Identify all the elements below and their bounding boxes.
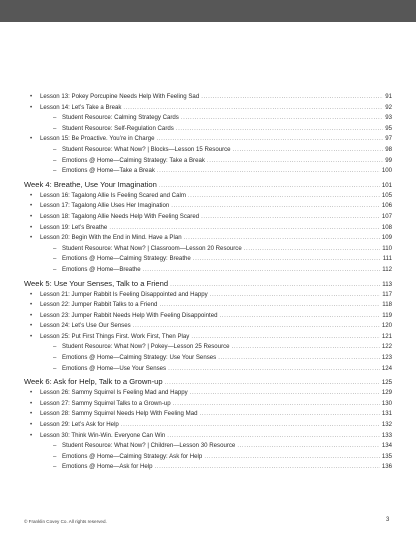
toc-page-number: 129 xyxy=(381,389,392,397)
bullet-marker: • xyxy=(30,135,33,143)
toc-page-number: 112 xyxy=(382,265,392,273)
toc-page-number: 118 xyxy=(382,301,392,309)
toc-entry xyxy=(24,300,392,311)
bullet-marker: • xyxy=(30,301,33,309)
dash-marker: – xyxy=(53,145,57,153)
dot-leader xyxy=(157,166,380,177)
dash-marker: – xyxy=(53,167,57,175)
dot-leader xyxy=(167,431,380,442)
toc-entry xyxy=(24,134,392,145)
dot-leader xyxy=(193,254,381,265)
dot-leader xyxy=(143,265,381,276)
dot-leader xyxy=(176,124,383,135)
toc-page-number: 111 xyxy=(382,255,392,263)
toc-entry xyxy=(24,388,392,399)
dash-marker: – xyxy=(53,244,57,252)
toc-entry-title: Student Resource: What Now? | Children—Lesson 30 Resource xyxy=(62,442,236,450)
bullet-marker: • xyxy=(30,202,33,210)
toc-page-number: 113 xyxy=(382,280,392,288)
toc-entry-title: Lesson 15: Be Proactive. You’re in Charge xyxy=(40,135,155,143)
toc-subentry xyxy=(24,156,392,167)
toc-entry xyxy=(24,431,392,442)
dot-leader xyxy=(181,113,383,124)
toc-subentry xyxy=(24,124,392,135)
toc-entry-title: Lesson 23: Jumper Rabbit Needs Help With Feeling Disappointed xyxy=(40,311,218,319)
dash-marker: – xyxy=(53,156,57,164)
dot-leader xyxy=(190,388,380,399)
bullet-marker: • xyxy=(30,103,33,111)
toc-page-number: 117 xyxy=(382,290,392,298)
toc-entry-title: Lesson 20: Begin With the End in Mind. Have a Plan xyxy=(40,234,182,242)
toc-entry-title: Lesson 18: Tagalong Allie Needs Help With Feeling Scared xyxy=(40,212,200,220)
dot-leader xyxy=(184,233,380,244)
dot-leader xyxy=(188,191,380,202)
toc-page-number: 130 xyxy=(381,399,392,407)
bullet-marker: • xyxy=(30,234,33,242)
dot-leader xyxy=(204,452,380,463)
dot-leader xyxy=(191,332,379,343)
toc-week-title: Week 5: Use Your Senses, Talk to a Friend xyxy=(24,278,169,288)
toc-entry-title: Emotions @ Home—Ask for Help xyxy=(62,463,153,471)
toc-entry xyxy=(24,92,392,103)
toc-page-number: 100 xyxy=(381,167,392,175)
dot-leader xyxy=(121,420,380,431)
toc-page-number: 106 xyxy=(381,202,392,210)
dot-leader xyxy=(232,342,380,353)
dot-leader xyxy=(155,462,380,473)
toc-page-number: 134 xyxy=(381,442,392,450)
dot-leader xyxy=(200,409,380,420)
toc-page-number: 92 xyxy=(385,103,392,111)
toc-entry-title: Lesson 25: Put First Things First. Work First, Then Play xyxy=(40,332,190,340)
bullet-marker: • xyxy=(30,332,33,340)
dash-marker: – xyxy=(53,442,57,450)
toc-subentry xyxy=(24,254,392,265)
toc-entry-title: Emotions @ Home—Use Your Senses xyxy=(62,364,167,372)
toc-page-number: 91 xyxy=(385,93,392,100)
copyright-notice: © Franklin Covey Co. All rights reserved. xyxy=(24,519,107,524)
dash-marker: – xyxy=(53,354,57,362)
toc-subentry xyxy=(24,441,392,452)
toc-page-number: 119 xyxy=(382,311,392,319)
toc-entry-title: Student Resource: Self-Regulation Cards xyxy=(62,124,174,132)
toc-page-number: 125 xyxy=(381,379,392,387)
toc-week-heading xyxy=(24,375,392,388)
dot-leader xyxy=(220,311,381,322)
toc-page-number: 121 xyxy=(381,332,392,340)
toc-page-number: 135 xyxy=(381,452,392,460)
dot-leader xyxy=(168,364,380,375)
toc-entry-title: Lesson 22: Jumper Rabbit Talks to a Friend xyxy=(40,301,158,309)
bullet-marker: • xyxy=(30,223,33,231)
bullet-marker: • xyxy=(30,322,33,330)
dash-marker: – xyxy=(53,343,57,351)
dash-marker: – xyxy=(53,452,57,460)
dot-leader xyxy=(233,145,384,156)
bullet-marker: • xyxy=(30,431,33,439)
toc-entry-title: Emotions @ Home—Calming Strategy: Use Your Senses xyxy=(62,354,217,362)
dot-leader xyxy=(171,201,380,212)
bullet-marker: • xyxy=(30,399,33,407)
toc-page-number: 108 xyxy=(381,223,392,231)
dash-marker: – xyxy=(53,124,57,132)
toc-entry-title: Emotions @ Home—Calming Strategy: Breathe xyxy=(62,255,191,263)
dot-leader xyxy=(123,103,383,114)
toc-page-number: 109 xyxy=(381,234,392,242)
toc-entry xyxy=(24,191,392,202)
toc-entry xyxy=(24,311,392,322)
toc-entry xyxy=(24,290,392,301)
toc-page-number: 122 xyxy=(381,343,392,351)
dot-leader xyxy=(157,134,384,145)
toc-subentry xyxy=(24,452,392,463)
dash-marker: – xyxy=(53,114,57,122)
toc-entry-title: Student Resource: Calming Strategy Cards xyxy=(62,114,179,122)
toc-page-number: 107 xyxy=(381,212,392,220)
dot-leader xyxy=(244,244,381,255)
toc-entry-title: Lesson 28: Sammy Squirrel Needs Help With Feeling Mad xyxy=(40,410,198,418)
dash-marker: – xyxy=(53,265,57,273)
dot-leader xyxy=(159,300,380,311)
toc-subentry xyxy=(24,364,392,375)
toc-page-number: 132 xyxy=(381,421,392,429)
toc-entry xyxy=(24,233,392,244)
toc-entry xyxy=(24,212,392,223)
dot-leader xyxy=(201,92,383,103)
toc-page-number: 98 xyxy=(385,145,392,153)
toc-page-number: 123 xyxy=(381,354,392,362)
toc-entry-title: Emotions @ Home—Take a Break xyxy=(62,167,155,175)
bullet-marker: • xyxy=(30,191,33,199)
toc-entry-title: Student Resource: What Now? | Classroom—Lesson 20 Resource xyxy=(62,244,242,252)
toc-subentry xyxy=(24,113,392,124)
toc-entry-title: Lesson 26: Sammy Squirrel Is Feeling Mad and Happy xyxy=(40,389,188,397)
toc-week-title: Week 4: Breathe, Use Your Imagination xyxy=(24,179,157,189)
dot-leader xyxy=(133,321,380,332)
toc-page-number: 95 xyxy=(385,124,392,132)
toc-entry xyxy=(24,420,392,431)
toc-entry-title: Student Resource: What Now? | Pokey—Lesson 25 Resource xyxy=(62,343,230,351)
dot-leader xyxy=(109,223,380,234)
toc-entry xyxy=(24,201,392,212)
dash-marker: – xyxy=(53,463,57,471)
toc-week-title: Week 6: Ask for Help, Talk to a Grown-up xyxy=(24,377,163,387)
toc-entry-title: Lesson 16: Tagalong Allie Is Feeling Scared and Calm xyxy=(40,191,186,199)
bullet-marker: • xyxy=(30,290,33,298)
bullet-marker: • xyxy=(30,389,33,397)
page-number: 3 xyxy=(386,517,390,523)
toc-entry-title: Lesson 19: Let’s Breathe xyxy=(40,223,108,231)
toc-entry-title: Lesson 13: Pokey Porcupine Needs Help With Feeling Sad xyxy=(40,93,200,100)
dot-leader xyxy=(207,156,383,167)
toc-entry-title: Lesson 27: Sammy Squirrel Talks to a Grown-up xyxy=(40,399,171,407)
toc-entry-title: Lesson 24: Let’s Use Our Senses xyxy=(40,322,131,330)
toc-page-number: 101 xyxy=(381,181,392,189)
toc-entry xyxy=(24,409,392,420)
bullet-marker: • xyxy=(30,410,33,418)
toc-entry-title: Lesson 21: Jumper Rabbit Is Feeling Disappointed and Happy xyxy=(40,290,208,298)
toc-page-number: 120 xyxy=(381,322,392,330)
dot-leader xyxy=(201,212,380,223)
toc-entry xyxy=(24,321,392,332)
bullet-marker: • xyxy=(30,421,33,429)
toc-subentry xyxy=(24,342,392,353)
toc-page-number: 99 xyxy=(385,156,392,164)
toc-page-number: 93 xyxy=(385,114,392,122)
toc-page-number: 97 xyxy=(385,135,392,143)
toc-page-number: 124 xyxy=(381,364,392,372)
toc-entry-title: Lesson 14: Let’s Take a Break xyxy=(40,103,122,111)
bullet-marker: • xyxy=(30,93,33,100)
toc-entry-title: Lesson 30: Think Win-Win. Everyone Can Win xyxy=(40,431,166,439)
toc-page-number: 133 xyxy=(381,431,392,439)
toc-page-number: 131 xyxy=(381,410,392,418)
toc-entry xyxy=(24,103,392,114)
dot-leader xyxy=(210,290,381,301)
toc-subentry xyxy=(24,166,392,177)
toc-entry xyxy=(24,399,392,410)
toc-subentry xyxy=(24,265,392,276)
dot-leader xyxy=(173,399,380,410)
toc-entry xyxy=(24,223,392,234)
dash-marker: – xyxy=(53,255,57,263)
toc-entry-title: Lesson 17: Tagalong Allie Uses Her Imagination xyxy=(40,202,170,210)
bullet-marker: • xyxy=(30,311,33,319)
toc-entry xyxy=(24,332,392,343)
toc-page-number: 136 xyxy=(381,463,392,471)
toc-entry-title: Emotions @ Home—Calming Strategy: Take a Break xyxy=(62,156,205,164)
toc-week-heading xyxy=(24,277,392,290)
toc-page-number: 110 xyxy=(382,244,392,252)
toc-entry-title: Emotions @ Home—Breathe xyxy=(62,265,141,273)
toc-entry-title: Emotions @ Home—Calming Strategy: Ask for Help xyxy=(62,452,203,460)
toc-page-number: 105 xyxy=(381,191,392,199)
toc-subentry xyxy=(24,145,392,156)
top-bar xyxy=(0,0,416,22)
dash-marker: – xyxy=(53,364,57,372)
toc-entry-title: Student Resource: What Now? | Blocks—Lesson 15 Resource xyxy=(62,145,231,153)
toc-subentry xyxy=(24,462,392,473)
toc-entry-title: Lesson 29: Let’s Ask for Help xyxy=(40,421,119,429)
toc-subentry xyxy=(24,244,392,255)
toc-week-heading xyxy=(24,178,392,191)
dot-leader xyxy=(218,353,380,364)
dot-leader xyxy=(237,441,380,452)
toc-subentry xyxy=(24,353,392,364)
bullet-marker: • xyxy=(30,212,33,220)
table-of-contents xyxy=(24,92,392,473)
